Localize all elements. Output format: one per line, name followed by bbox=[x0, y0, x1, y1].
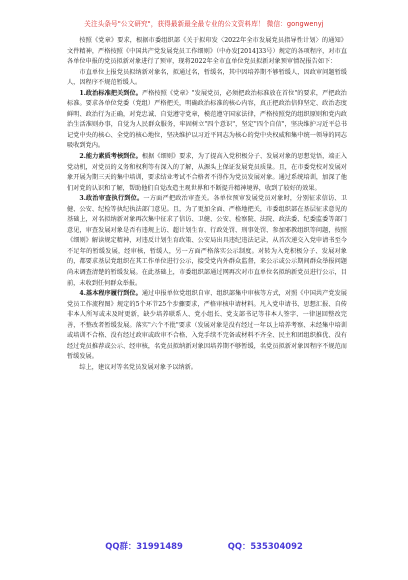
summary-paragraph: 市直单位上报党员拟纳新对象名，拟通过名，暂缓名，其中因培养期不够暂缓人，因政审问题暂缓人，因程序不规范暂缓人。 bbox=[67, 68, 347, 87]
closing-paragraph: 综上，建议对等名党员发展对象予以纳新。 bbox=[79, 363, 197, 371]
section-3-title: 3.政治审查执行到位。 bbox=[79, 195, 144, 203]
section-4 bbox=[67, 289, 347, 363]
promo-banner: 关注头条号"公文研究"，获得最新最全最专业的公文资料库！ 微信：gongwenyj bbox=[84, 20, 324, 28]
section-3-body: 一方面严把政治审查关。各单位预审发展党员对象时，分别征求信访、卫健、公安、纪检等执纪执法部门意见。且，为了更加全面、严格地把关，市委组织部在基层征求意见的基础上，对名拟纳新对象再次集中征求了信访、卫健、公安、检察院、法院、政法委、纪委监委等部门意见，审查发展对象是否有违规上访、超计划生育、行政处罚、刑事处罚、参加邪教组织等问题，按照《细则》解读规定精神，对违反计划生育政策、公安局出具违纪违法记录，从首次递交入党申请书至今不足年的暂缓发展，经审核，暂缓人，另一方面严格落实公示制度。对转为入党积极分子、发展对象的，都要求基层党组织在其工作单位进行公示，接受党内外群众监督，来公示或公示期间群众举报问题尚未调查清楚的暂缓发展。在此基础上，市委组织部通过网再次对市直单位名拟纳新党员进行公示，目前，未收到任何群众举报。 bbox=[67, 195, 347, 287]
contact-footer bbox=[0, 540, 408, 552]
intro-paragraph: 按照《党章》要求，根据市委组织部《关于拟印发〈2022年全市发展党员指导性计划〉的通知》文件精神，严格按照《中国共产党发展党员工作细则》（中办发[2014]33号）规定的各项程序，对市直各单位申报的党员拟新对象进行了预审，现将2022年全市直单位党员拟新对象预审情况报告如下： bbox=[67, 37, 347, 66]
section-1 bbox=[67, 89, 347, 152]
qq-group: QQ群：31991489 bbox=[105, 541, 183, 551]
section-2-body: 根据《细则》要求，为了提高入党积极分子、发展对象的思想觉悟，端正入党动机，对党员的义务和权利等有深入的了解，从源头上保证发展党员质量。且，在市委党校对发展对象开展为期三天的集中培训，要求结业考试不合格者不得作为党员发展对象。通过系统培训，加深了他们对党的认识和了解，帮助他们自觉改造主观世界和不断提升精神境界，收到了较好的效果。 bbox=[67, 153, 347, 192]
qq-number: QQ：535304092 bbox=[227, 541, 303, 551]
document-body bbox=[67, 36, 347, 374]
section-2-title: 2.能力素质考核到位。 bbox=[79, 153, 142, 161]
section-1-title: 1.政治标准把关到位。 bbox=[79, 89, 142, 97]
section-3 bbox=[67, 194, 347, 289]
section-4-body: 通过申报单位党组织自审、组织部集中审核等方式，对照《中国共产党发展党员工作流程图》规定的5个环节25个步骤要求，严格审核申请材料。凡入党申请书、思想汇报、自传非本人所写或未及时更新，缺少培养联系人、党小组长、党支部书记等非本人签字、一律退回整改完善，不整改者暂缓发展。落实"六个不批"要求（发展对象是没有经过一年以上培养考察、未经集中培训或培训不合格、没有经过政审或政审不合格、入党手续不完备或材料不齐全、民主和团组织推优、没有经过党员推荐或公示、经审核，名党员拟纳新对象因培养期不够暂缓，名党员拟新对象因程序不规范而暂缓发展。 bbox=[67, 290, 347, 361]
section-2 bbox=[67, 152, 347, 194]
section-4-title: 4.基本程序履行到位。 bbox=[79, 290, 142, 298]
section-1-body: 严格按照《党章》"发展党员，必须把政治标准放在首位"的要求，严把政治标准。要求各单位党委（党组）严格把关，明确政治标准的核心内容，真正把政治信仰坚定、政治态度鲜明、政治行为正确，对党忠诚、自觉遵守党章，模范遵守国家法律，严格按照党的组织原则和党内政治生活准则办事，自觉为人民群众服务，牢固树立"四个意识"，坚定"四个自信"，坚决维护习近平总书记党中央的核心、全党的核心地位，坚决维护以习近平同志为核心的党中央权威和集中统一领导的同志吸收到党内。 bbox=[67, 89, 347, 150]
